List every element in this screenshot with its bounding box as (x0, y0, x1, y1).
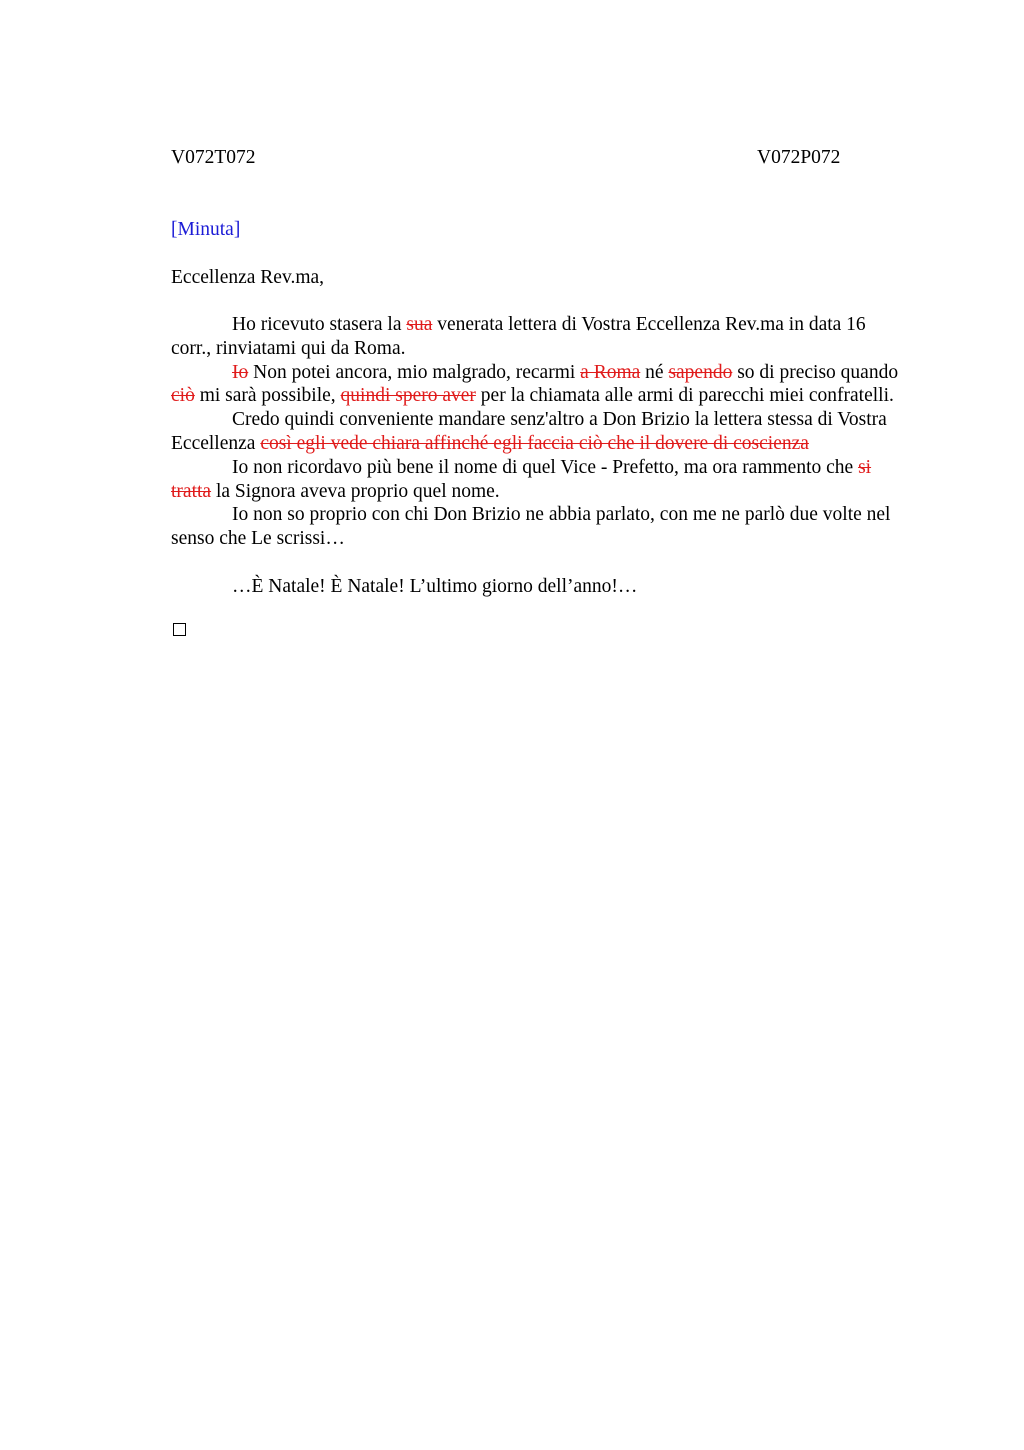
text-run: Non potei ancora, mio malgrado, recarmi (248, 361, 581, 383)
text-run: Io non ricordavo più bene il nome di quel Vice - Prefetto, ma ora rammento che (232, 456, 859, 478)
text-run: Io non so proprio con chi Don Brizio ne abbia parlato, con me ne parlò due volte nel senso che Le scrissi… (171, 504, 891, 550)
paragraph-4 (171, 456, 909, 504)
closing-line: …È Natale! È Natale! L’ultimo giorno dell’anno!… (232, 575, 638, 597)
text-run: Credo quindi conveniente mandare senz'altro a Don Brizio la lettera stessa di Vostra Eccellenza (171, 409, 887, 454)
letter-body (171, 313, 909, 551)
document-code-left: V072T072 (171, 147, 256, 168)
draft-label: [Minuta] (171, 219, 241, 240)
paragraph-1 (171, 313, 909, 361)
deleted-text: a Roma (580, 361, 641, 383)
deleted-text: ciò (171, 385, 195, 407)
text-run: per la chiamata alle armi di parecchi miei confratelli. (475, 385, 894, 407)
text-run: né (640, 361, 669, 383)
document-code-right: V072P072 (757, 147, 841, 168)
deleted-text: sapendo (668, 361, 733, 383)
paragraph-3 (171, 408, 909, 456)
paragraph-2 (171, 361, 909, 409)
deleted-text: sua (406, 314, 433, 335)
deleted-text: quindi spero aver (340, 385, 476, 407)
text-run: so di preciso quando (732, 361, 899, 383)
text-run: mi sarà possibile, (194, 385, 341, 407)
deleted-text: così egli vede chiara affinché egli faccia ciò che il dovere di coscienza (260, 432, 809, 454)
document-header (171, 146, 909, 172)
checkbox-square-icon (173, 623, 186, 636)
text-run: Ho ricevuto stasera la (232, 314, 407, 335)
document-page (171, 146, 909, 636)
text-run: la Signora aveva proprio quel nome. (211, 480, 500, 502)
salutation: Eccellenza Rev.ma, (171, 267, 325, 288)
text-run: venerata lettera di Vostra Eccellenza Rev.ma in data 16 corr., rinviatami qui da Roma. (171, 314, 866, 359)
deleted-text: si tratta (171, 456, 872, 502)
deleted-text: Io (232, 361, 249, 383)
paragraph-5 (171, 503, 909, 551)
